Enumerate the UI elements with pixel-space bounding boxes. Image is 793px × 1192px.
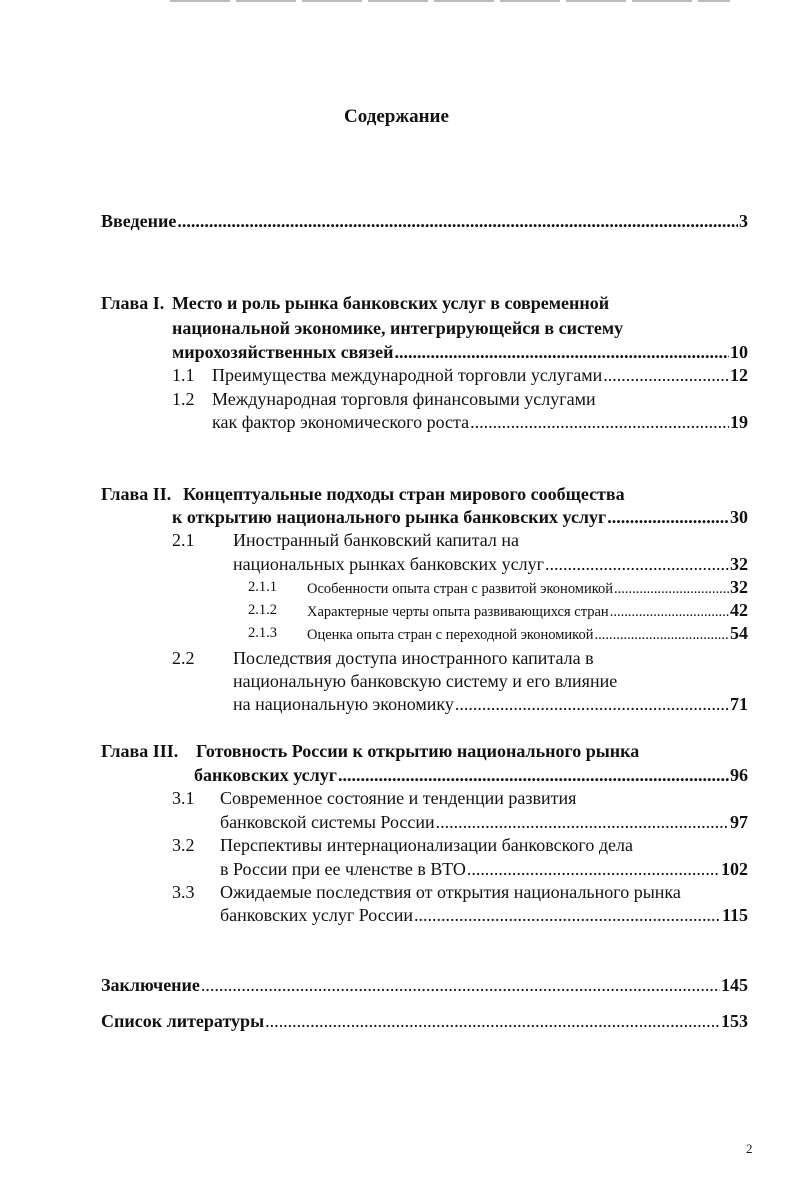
dot-leader bbox=[177, 209, 738, 233]
entry-page: 96 bbox=[730, 765, 748, 785]
entry-page: 153 bbox=[721, 1011, 748, 1031]
chapter-label: Глава III. bbox=[101, 741, 179, 761]
entry-page: 42 bbox=[730, 600, 748, 620]
entry-page: 115 bbox=[721, 905, 748, 925]
dot-leader bbox=[467, 857, 720, 881]
section-number: 1.2 bbox=[172, 389, 195, 409]
entry-text: в России при ее членстве в ВТО bbox=[220, 859, 466, 879]
dot-leader bbox=[603, 363, 729, 387]
entry-page: 54 bbox=[730, 623, 748, 643]
chapter-title-line: национальной экономике, интегрирующейся в систему bbox=[172, 318, 624, 338]
entry-text: Оценка опыта стран с переходной экономикой bbox=[307, 627, 594, 643]
dot-leader bbox=[594, 623, 729, 647]
chapter-title-line: Концептуальные подходы стран мирового сообщества bbox=[183, 484, 625, 504]
scan-top-edge bbox=[170, 0, 730, 2]
toc-entry-chapter-3[interactable] bbox=[194, 763, 748, 787]
entry-page: 102 bbox=[721, 859, 748, 879]
entry-text: национальных рынках банковских услуг bbox=[233, 554, 545, 574]
entry-page: 145 bbox=[721, 975, 748, 995]
entry-page: 19 bbox=[730, 412, 748, 432]
entry-text: Особенности опыта стран с развитой экономикой bbox=[307, 581, 614, 597]
entry-text: как фактор экономического роста bbox=[212, 412, 470, 432]
dot-leader bbox=[436, 810, 729, 834]
dot-leader bbox=[265, 1009, 720, 1033]
toc-entry-conclusion[interactable] bbox=[101, 973, 748, 997]
toc-entry-intro[interactable] bbox=[101, 209, 748, 233]
section-number: 3.1 bbox=[172, 788, 195, 808]
toc-entry-chapter-2[interactable] bbox=[172, 505, 748, 529]
entry-page: 32 bbox=[730, 554, 748, 574]
entry-text: на национальную экономику bbox=[233, 694, 454, 714]
dot-leader bbox=[470, 410, 729, 434]
toc-entry-references[interactable] bbox=[101, 1009, 748, 1033]
toc-entry-2-1[interactable] bbox=[233, 552, 748, 576]
entry-text: банковской системы России bbox=[220, 812, 435, 832]
entry-page: 97 bbox=[730, 812, 748, 832]
entry-text: Список литературы bbox=[101, 1011, 265, 1031]
toc-entry-2-1-1[interactable] bbox=[307, 575, 748, 599]
toc-entry-1-2[interactable] bbox=[212, 410, 748, 434]
entry-text-line: Современное состояние и тенденции развития bbox=[220, 788, 577, 808]
dot-leader bbox=[201, 973, 720, 997]
section-number: 2.1.1 bbox=[248, 579, 277, 595]
dot-leader bbox=[455, 692, 729, 716]
entry-text: Заключение bbox=[101, 975, 200, 995]
section-number: 3.3 bbox=[172, 882, 195, 902]
toc-entry-chapter-1[interactable] bbox=[172, 340, 748, 364]
entry-page: 32 bbox=[730, 577, 748, 597]
section-number: 2.1 bbox=[172, 530, 195, 550]
section-number: 2.1.2 bbox=[248, 602, 277, 618]
chapter-title-line: Готовность России к открытию национального рынка bbox=[196, 741, 640, 761]
section-number: 3.2 bbox=[172, 835, 195, 855]
page-number: 2 bbox=[746, 1141, 753, 1156]
section-number: 2.2 bbox=[172, 648, 195, 668]
entry-text: Характерные черты опыта развивающихся стран bbox=[307, 604, 609, 620]
entry-text-line: Международная торговля финансовыми услугами bbox=[212, 389, 596, 409]
toc-entry-3-1[interactable] bbox=[220, 810, 748, 834]
entry-text: к открытию национального рынка банковских услуг bbox=[172, 507, 607, 527]
dot-leader bbox=[395, 340, 730, 364]
entry-text: мирохозяйственных связей bbox=[172, 342, 394, 362]
entry-text: банковских услуг bbox=[194, 765, 337, 785]
dot-leader bbox=[545, 552, 729, 576]
toc-entry-1-1[interactable] bbox=[212, 363, 748, 387]
entry-page: 71 bbox=[730, 694, 748, 714]
page-title: Содержание bbox=[344, 106, 449, 127]
entry-page: 10 bbox=[730, 342, 748, 362]
dot-leader bbox=[338, 763, 729, 787]
toc-entry-2-2[interactable] bbox=[233, 692, 748, 716]
entry-text: Преимущества международной торговли услугами bbox=[212, 365, 603, 385]
chapter-label: Глава II. bbox=[101, 484, 172, 504]
entry-text: банковских услуг России bbox=[220, 905, 413, 925]
entry-text-line: Последствия доступа иностранного капитала в bbox=[233, 648, 594, 668]
entry-text-line: национальную банковскую систему и его влияние bbox=[233, 671, 618, 691]
toc-entry-2-1-3[interactable] bbox=[307, 621, 748, 645]
chapter-label: Глава I. bbox=[101, 293, 165, 313]
entry-text: Введение bbox=[101, 211, 177, 231]
toc-entry-3-2[interactable] bbox=[220, 857, 748, 881]
toc-entry-3-3[interactable] bbox=[220, 903, 748, 927]
entry-page: 3 bbox=[739, 211, 748, 231]
entry-page: 12 bbox=[730, 365, 748, 385]
entry-text-line: Иностранный банковский капитал на bbox=[233, 530, 519, 550]
toc-entry-2-1-2[interactable] bbox=[307, 598, 748, 622]
entry-text-line: Ожидаемые последствия от открытия национального рынка bbox=[220, 882, 681, 902]
section-number: 2.1.3 bbox=[248, 625, 277, 641]
entry-text-line: Перспективы интернационализации банковского дела bbox=[220, 835, 633, 855]
section-number: 1.1 bbox=[172, 365, 195, 385]
entry-page: 30 bbox=[730, 507, 748, 527]
chapter-title-line: Место и роль рынка банковских услуг в современной bbox=[172, 293, 610, 313]
dot-leader bbox=[607, 505, 729, 529]
dot-leader bbox=[414, 903, 721, 927]
